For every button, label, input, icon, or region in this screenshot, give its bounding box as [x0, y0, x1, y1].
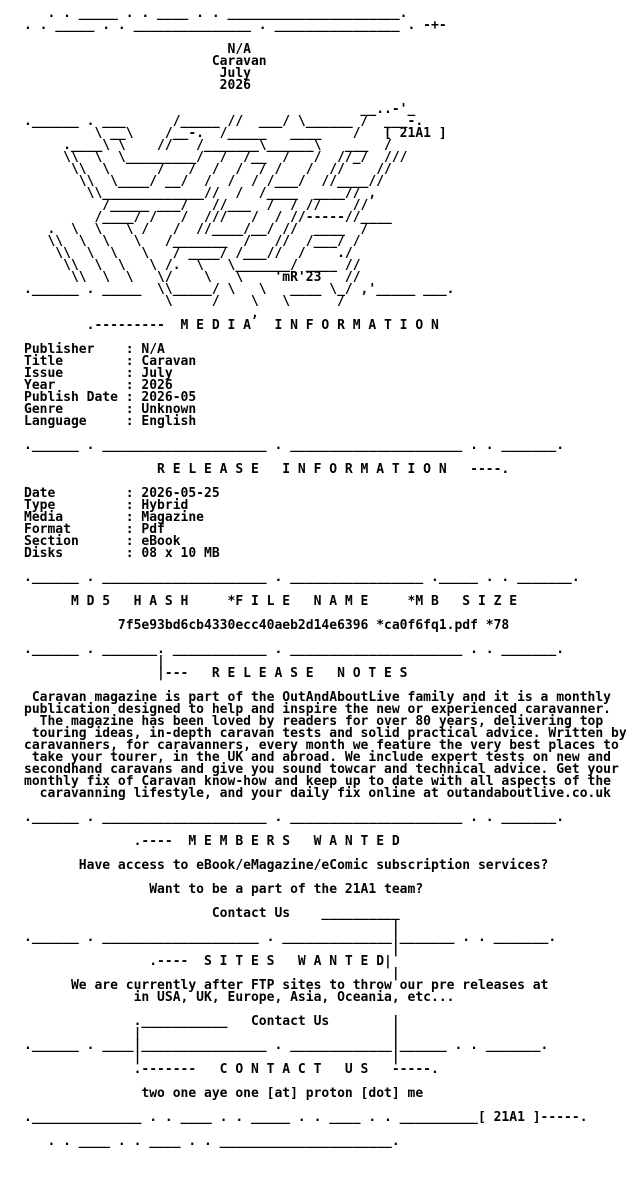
nfo-text-document [0, 8, 640, 1196]
nfo-line: Want to be a part of the 21A1 team? [24, 882, 424, 897]
nfo-line: \\ \ \ \ / ____/ /___// / ./ [24, 246, 353, 261]
nfo-line: Genre : Unknown [24, 402, 197, 417]
nfo-line: 2026 [24, 78, 251, 93]
nfo-line: . . _____ . . _______________ . ________________ . -+- [24, 18, 447, 33]
nfo-line: Type : Hybrid [24, 498, 189, 513]
nfo-line: . \ \ \ / / //____/__/ // ____ / [24, 222, 369, 237]
nfo-line: publication designed to help and inspire the new or experienced caravanner. [24, 702, 611, 717]
nfo-line: .---- M E M B E R S W A N T E D [24, 834, 400, 849]
nfo-line: /_____ ___/ //___ / / // // [24, 198, 369, 213]
nfo-line: take your tourer, in the UK and abroad. We include expert tests on new and [24, 750, 611, 765]
nfo-line: Contact Us __________ [24, 906, 400, 921]
nfo-line: \\ \ / / / / / / / // // [24, 162, 392, 177]
nfo-line: .______ . _____________________ . ______________________ . . _______. [24, 810, 565, 825]
nfo-line: in USA, UK, Europe, Asia, Oceania, etc... [24, 990, 455, 1005]
nfo-line: | [24, 966, 400, 981]
nfo-line: | [24, 654, 165, 669]
nfo-line: R E L E A S E I N F O R M A T I O N ----. [24, 462, 510, 477]
nfo-line: \\ \ \ \/ \ \ 'mR'23 // [24, 270, 361, 285]
nfo-line: \ __\ /__-. /_____ ____ / [ 21A1 ] [24, 126, 447, 141]
nfo-line: Language : English [24, 414, 197, 429]
nfo-line: Publish Date : 2026-05 [24, 390, 197, 405]
nfo-line: Date : 2026-05-25 [24, 486, 220, 501]
nfo-line: Caravan magazine is part of the OutAndAboutLive family and it is a monthly [24, 690, 611, 705]
nfo-line: .______ . ___ /_____ // ___/ \______ / ___-. [24, 114, 424, 129]
nfo-line: .------- C O N T A C T U S -----. [24, 1062, 439, 1077]
nfo-line: \\ \____/ __/ / / / /___/ //____// [24, 174, 385, 189]
nfo-line: Have access to eBook/eMagazine/eComic subscription services? [24, 858, 549, 873]
nfo-line: \\ \ \ \ /. \ \_______/ ____ // [24, 258, 361, 273]
nfo-line: \\_____________// / /____ ____// , [24, 186, 377, 201]
nfo-line: .____\ \ // /_______\______\ ___ / [24, 138, 392, 153]
nfo-line: .______ . ____________________ . ______________|_______ . . _______. [24, 930, 557, 945]
nfo-line: N/A [24, 42, 251, 57]
nfo-line: .______ . _____ \\_____/ \ \ ____ \_/ ,'_____ ___. [24, 282, 455, 297]
nfo-line: Year : 2026 [24, 378, 173, 393]
nfo-line: | | [24, 1050, 400, 1065]
nfo-line: | [24, 918, 400, 933]
nfo-line: \ / \ \ / [24, 294, 345, 309]
nfo-line: .______ . _______. ____________ . ______________________ . . _______. [24, 642, 565, 657]
nfo-line: We are currently after FTP sites to throw our pre releases at [24, 978, 549, 993]
nfo-line: Caravan [24, 54, 267, 69]
nfo-line: .___________ Contact Us | [24, 1014, 400, 1029]
nfo-line: .______ . _____________________ . _________________ ._____ . . _______. [24, 570, 580, 585]
nfo-line: two one aye one [at] proton [dot] me [24, 1086, 424, 1101]
nfo-line: .______________ . . ____ . . _____ . . ____ . . __________[ 21A1 ]-----. [24, 1110, 588, 1125]
nfo-line: | [24, 942, 400, 957]
nfo-line: 7f5e93bd6cb4330ecc40aeb2d14e6396 *ca0f6fq1.pdf *78 [24, 618, 510, 633]
nfo-line: __..-'_ [24, 102, 416, 117]
nfo-line: . . _____ . . ____ . . ______________________. [24, 8, 408, 21]
nfo-line: | | [24, 1026, 400, 1041]
nfo-line: \\ \ \ \ /_______ / // /___/ / [24, 234, 361, 249]
nfo-line: Publisher : N/A [24, 342, 165, 357]
nfo-line: , [24, 306, 259, 321]
nfo-line: .______ . _____________________ . ______________________ . . _______. [24, 438, 565, 453]
nfo-line: secondhand caravans and give you sound towcar and technical advice. Get your [24, 762, 619, 777]
nfo-line: Format : Pdf [24, 522, 165, 537]
nfo-line: Section : eBook [24, 534, 181, 549]
nfo-line: monthly fix of Caravan know-how and keep up to date with all aspects of the [24, 774, 611, 789]
nfo-line: \\ \ \_________/ / /__ / / //_/ /// [24, 150, 408, 165]
nfo-line: .---- S I T E S W A N T E D| [24, 954, 392, 969]
nfo-line: . . ____ . . ____ . . ______________________. [24, 1134, 400, 1149]
nfo-line: /____/ / / /// / / //-----//____ [24, 210, 392, 225]
nfo-line: M D 5 H A S H *F I L E N A M E *M B S I Z E [24, 594, 518, 609]
nfo-line: |--- R E L E A S E N O T E S [24, 666, 408, 681]
nfo-line: touring ideas, in-depth caravan tests and solid practical advice. Written by [24, 726, 627, 741]
nfo-line: Title : Caravan [24, 354, 197, 369]
nfo-line: Issue : July [24, 366, 173, 381]
nfo-line: caravanners, for caravanners, every month we feature the very best places to [24, 738, 619, 753]
nfo-line: .______ . ____|________________ . _____________|______ . . _______. [24, 1038, 549, 1053]
nfo-line: The magazine has been loved by readers for over 80 years, delivering top [24, 714, 604, 729]
nfo-line: Media : Magazine [24, 510, 205, 525]
nfo-line: Disks : 08 x 10 MB [24, 546, 220, 561]
nfo-line: .--------- M E D I A I N F O R M A T I O N [24, 318, 439, 333]
nfo-line: caravanning lifestyle, and your daily fix online at outandaboutlive.co.uk [24, 786, 611, 801]
nfo-line: July [24, 66, 251, 81]
